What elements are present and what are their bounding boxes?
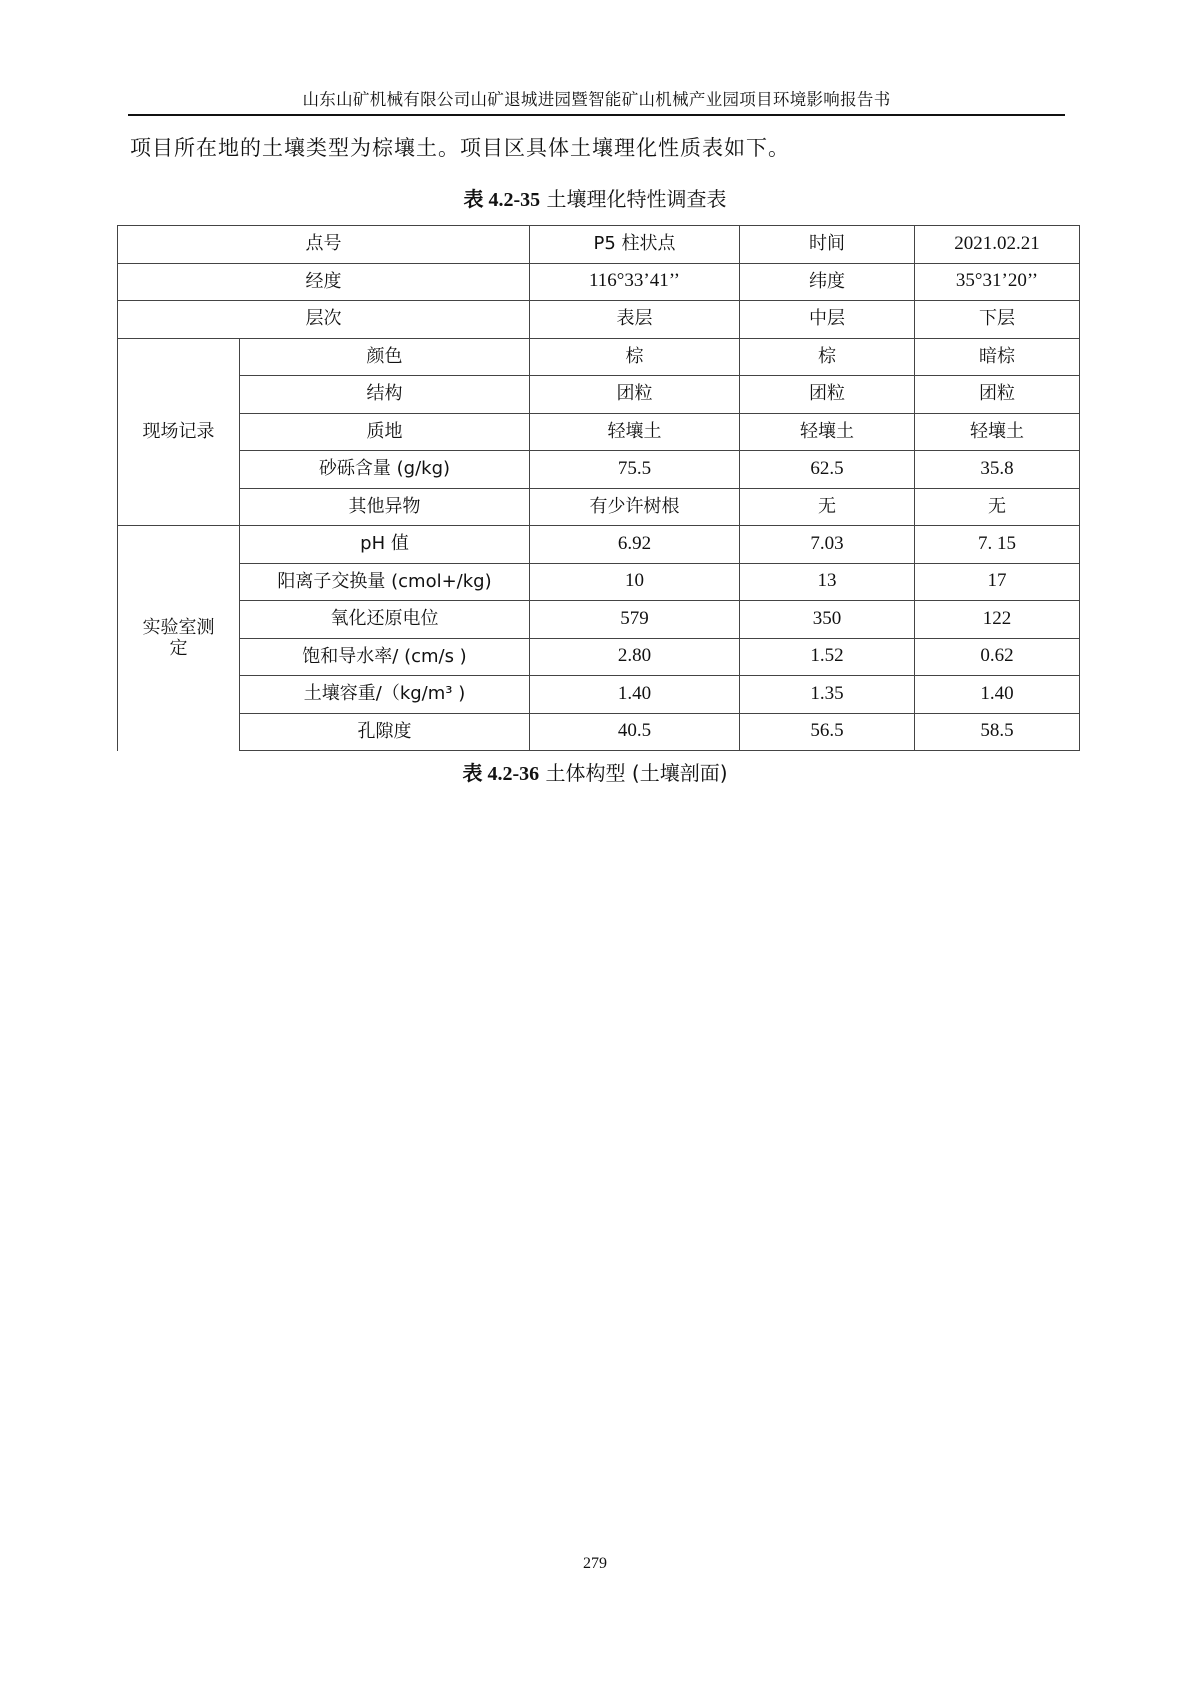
table-caption-next	[0, 757, 1190, 786]
cell-value: 有少许树根	[530, 488, 740, 526]
latitude-value: 35°31’20’’	[915, 263, 1080, 301]
table-caption-number: 表 4.2-36	[462, 763, 540, 785]
latitude-label: 纬度	[740, 263, 915, 301]
table-row	[118, 676, 1080, 714]
table-caption-text: 土体构型 (土壤剖面)	[545, 761, 728, 785]
intro-paragraph: 项目所在地的土壤类型为棕壤土。项目区具体土壤理化性质表如下。	[130, 136, 790, 160]
cell-value: 62.5	[740, 451, 915, 489]
table-caption-text: 土壤理化特性调查表	[546, 187, 727, 211]
table-row	[118, 376, 1080, 414]
table-row	[118, 601, 1080, 639]
cell-value: 轻壤土	[915, 413, 1080, 451]
cell-value: 0.62	[915, 638, 1080, 676]
cell-value: 轻壤土	[530, 413, 740, 451]
time-label: 时间	[740, 226, 915, 264]
cell-value: 10	[530, 563, 740, 601]
cell-value: 40.5	[530, 713, 740, 751]
table-row	[118, 563, 1080, 601]
cell-value: 122	[915, 601, 1080, 639]
cell-value: 2.80	[530, 638, 740, 676]
cell-value: 1.40	[530, 676, 740, 714]
cell-value: 团粒	[915, 376, 1080, 414]
table-caption-number: 表 4.2-35	[463, 189, 541, 211]
cell-value: 6.92	[530, 526, 740, 564]
cell-value: 1.40	[915, 676, 1080, 714]
cell-value: 13	[740, 563, 915, 601]
table-row	[118, 301, 1080, 339]
table-caption	[0, 183, 1190, 212]
cell-value: 1.52	[740, 638, 915, 676]
cell-value: 17	[915, 563, 1080, 601]
point-label: 点号	[118, 226, 530, 264]
layer-label: 层次	[118, 301, 530, 339]
cell-value: 无	[915, 488, 1080, 526]
cell-value: 团粒	[740, 376, 915, 414]
cell-value: 35.8	[915, 451, 1080, 489]
table-row	[118, 413, 1080, 451]
layer-surface: 表层	[530, 301, 740, 339]
cell-value: 7. 15	[915, 526, 1080, 564]
table-row	[118, 338, 1080, 376]
group-field-record: 现场记录	[118, 338, 240, 526]
cell-value: 无	[740, 488, 915, 526]
cell-value: 579	[530, 601, 740, 639]
cell-value: 轻壤土	[740, 413, 915, 451]
row-name: 质地	[240, 413, 530, 451]
cell-value: 棕	[530, 338, 740, 376]
row-name: 阳离子交换量 (cmol+/kg)	[240, 563, 530, 601]
row-name: 饱和导水率/ (cm/s )	[240, 638, 530, 676]
longitude-value: 116°33’41’’	[530, 263, 740, 301]
row-name: 氧化还原电位	[240, 601, 530, 639]
table-row	[118, 451, 1080, 489]
cell-value: 350	[740, 601, 915, 639]
header-rule	[128, 114, 1065, 116]
table-row	[118, 713, 1080, 751]
page-number: 279	[583, 1555, 607, 1572]
cell-value: 暗棕	[915, 338, 1080, 376]
row-name: 砂砾含量 (g/kg)	[240, 451, 530, 489]
cell-value: 75.5	[530, 451, 740, 489]
cell-value: 1.35	[740, 676, 915, 714]
layer-bottom: 下层	[915, 301, 1080, 339]
cell-value: 56.5	[740, 713, 915, 751]
table-row	[118, 263, 1080, 301]
cell-value: 58.5	[915, 713, 1080, 751]
table-row	[118, 226, 1080, 264]
table-row	[118, 488, 1080, 526]
time-value: 2021.02.21	[915, 226, 1080, 264]
row-name: 土壤容重/（kg/m³ )	[240, 676, 530, 714]
document-header: 山东山矿机械有限公司山矿退城进园暨智能矿山机械产业园项目环境影响报告书	[302, 90, 891, 109]
row-name: 其他异物	[240, 488, 530, 526]
cell-value: 7.03	[740, 526, 915, 564]
row-name: pH 值	[240, 526, 530, 564]
group-lab-measurement: 实验室测定	[118, 526, 240, 751]
table-row	[118, 638, 1080, 676]
soil-properties-table	[117, 225, 1080, 751]
cell-value: 团粒	[530, 376, 740, 414]
row-name: 结构	[240, 376, 530, 414]
row-name: 颜色	[240, 338, 530, 376]
row-name: 孔隙度	[240, 713, 530, 751]
longitude-label: 经度	[118, 263, 530, 301]
layer-middle: 中层	[740, 301, 915, 339]
table-row	[118, 526, 1080, 564]
cell-value: 棕	[740, 338, 915, 376]
point-value: P5 柱状点	[530, 226, 740, 264]
